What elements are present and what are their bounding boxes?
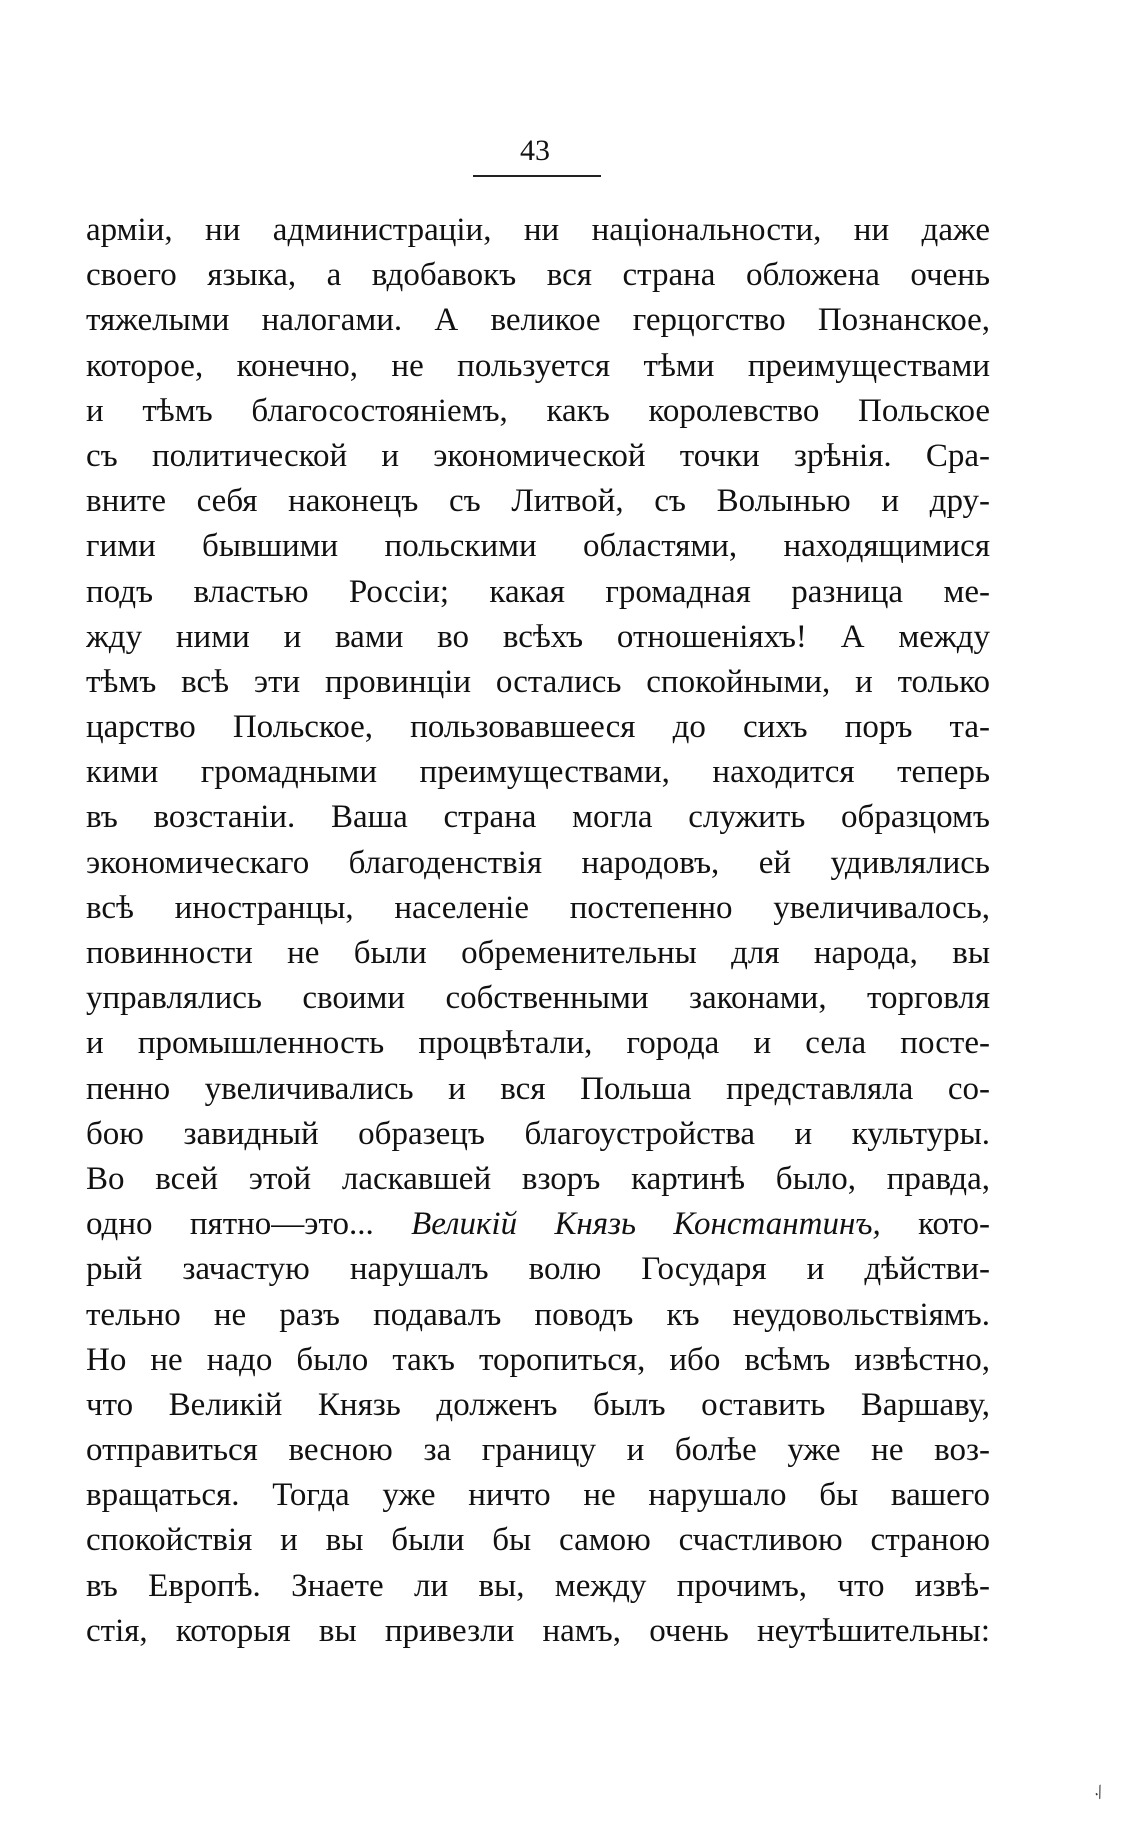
text-line: въ Европѣ. Знаете ли вы, между прочимъ, что извѣ- xyxy=(86,1567,990,1604)
text-line: тяжелыми налогами. А великое герцогство Познанское, xyxy=(86,302,990,339)
body-text xyxy=(86,208,990,1654)
text-line: Но не надо было такъ торопиться, ибо всѣмъ извѣстно, xyxy=(86,1341,990,1378)
text-line: жду ними и вами во всѣхъ отношеніяхъ! А между xyxy=(86,618,990,655)
text-line: вните себя наконецъ съ Литвой, съ Волынью и дру- xyxy=(86,483,990,520)
text-line: повинности не были обременительны для народа, вы xyxy=(86,935,990,971)
corner-mark: ·⁄ xyxy=(1089,1783,1106,1804)
header-rule xyxy=(473,175,601,177)
text-line: подъ властью Россіи; какая громадная разница ме- xyxy=(86,573,990,610)
text-line: спокойствія и вы были бы самою счастливою страною xyxy=(86,1522,990,1559)
text-line: Во всей этой ласкавшей взоръ картинѣ было, правда, xyxy=(86,1160,990,1197)
text-line: арміи, ни администраціи, ни національности, ни даже xyxy=(86,212,990,248)
text-fragment: одно пятно—это... xyxy=(86,1206,412,1243)
text-fragment: кото- xyxy=(880,1206,990,1243)
text-line: своего языка, а вдобавокъ вся страна обложена очень xyxy=(86,257,990,294)
text-line: царство Польское, пользовавшееся до сихъ поръ та- xyxy=(86,709,990,746)
text-line: и промышленность процвѣтали, города и села посте- xyxy=(86,1025,990,1062)
text-line: которое, конечно, не пользуется тѣми преимуществами xyxy=(86,347,990,384)
text-line: тѣмъ всѣ эти провинціи остались спокойными, и только xyxy=(86,663,990,700)
italic-name: Великій Князь Константинъ, xyxy=(411,1206,881,1243)
text-line: рый зачастую нарушалъ волю Государя и дѣйстви- xyxy=(86,1251,990,1288)
text-line: экономическаго благоденствія народовъ, ей удивлялись xyxy=(86,844,990,881)
text-line: управлялись своими собственными законами, торговля xyxy=(86,980,990,1017)
text-line: пенно увеличивались и вся Польша представляла со- xyxy=(86,1070,990,1107)
page-number: 43 xyxy=(520,134,550,167)
text-line: тельно не разъ подавалъ поводъ къ неудовольствіямъ. xyxy=(86,1296,990,1333)
text-line-with-italic xyxy=(86,1202,990,1247)
text-line: стія, которыя вы привезли намъ, очень неутѣшительны: xyxy=(86,1612,990,1649)
text-line: вращаться. Тогда уже ничто не нарушало бы вашего xyxy=(86,1477,990,1514)
text-line: что Великій Князь долженъ былъ оставить Варшаву, xyxy=(86,1386,990,1423)
text-line: бою завидный образецъ благоустройства и культуры. xyxy=(86,1115,990,1152)
text-line: гими бывшими польскими областями, находящимися xyxy=(86,528,990,565)
text-line: кими громадными преимуществами, находится теперь xyxy=(86,754,990,791)
text-line: всѣ иностранцы, населеніе постепенно увеличивалось, xyxy=(86,889,990,926)
text-line: съ политической и экономической точки зрѣнія. Сра- xyxy=(86,437,990,474)
text-line: и тѣмъ благосостояніемъ, какъ королевство Польское xyxy=(86,392,990,429)
text-line: отправиться весною за границу и болѣе уже не воз- xyxy=(86,1432,990,1469)
text-line: въ возстаніи. Ваша страна могла служить образцомъ xyxy=(86,799,990,836)
